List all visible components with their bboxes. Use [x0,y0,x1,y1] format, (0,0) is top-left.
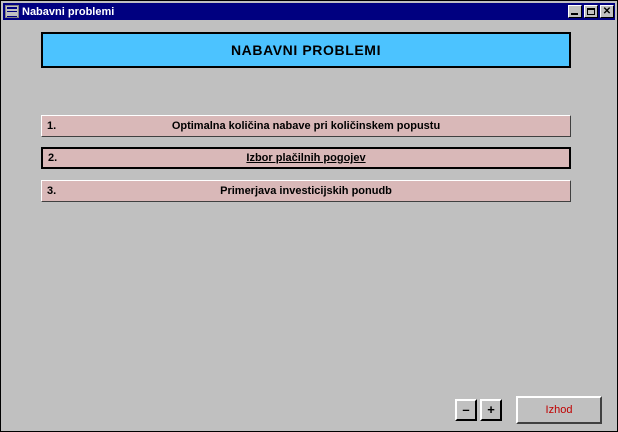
title-bar [3,3,615,20]
close-button[interactable] [600,5,614,18]
window-title: Nabavni problemi [22,5,115,18]
increment-button[interactable]: + [480,399,502,421]
minimize-icon [571,13,578,15]
window-controls [568,5,614,18]
menu-item-3[interactable] [41,180,571,202]
menu-item-1[interactable] [41,115,571,137]
menu-item-2[interactable] [41,147,571,169]
menu-item-2-label: Izbor plačilnih pogojev [246,152,366,164]
maximize-button[interactable] [584,5,598,18]
client-area [3,21,615,429]
spinner-controls [455,399,502,421]
menu-item-3-label: Primerjava investicijskih ponudb [220,185,392,197]
page-title-banner [41,32,571,68]
page-title: NABAVNI PROBLEMI [230,42,382,58]
decrement-button[interactable]: – [455,399,477,421]
minimize-button[interactable] [568,5,582,18]
maximize-icon [587,8,595,15]
menu-item-1-number: 1. [47,120,57,132]
menu-item-3-number: 3. [47,185,57,197]
close-icon: ✕ [602,6,612,17]
menu-item-2-number: 2. [48,152,58,164]
app-window-icon [5,5,19,18]
menu-item-1-label: Optimalna količina nabave pri količinskem popustu [171,120,441,132]
exit-button[interactable]: Izhod [516,396,602,424]
